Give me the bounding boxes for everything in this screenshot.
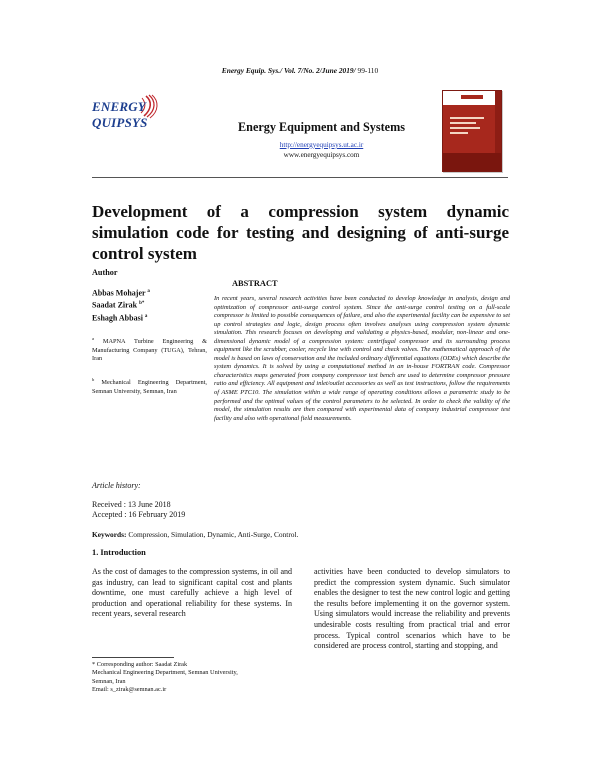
author-list	[92, 287, 150, 324]
received-date: Received : 13 June 2018	[92, 500, 171, 509]
intro-right-column: activities have been conducted to develop simulators to predict the compression system dynamic. Such simulator enables the designer to test the new control logic and getting the results before implementing it on the governor system. Using simulators would increase the reliability and prevents undesirable costs resulting from practical trial and error process. Typical control scenarios which have to be considered are process control, starting and stopping, and	[314, 567, 510, 651]
journal-cover-image	[442, 90, 502, 172]
cover-top-band	[443, 91, 501, 105]
logo-text-quipsys: QUIPSYS	[92, 115, 148, 130]
author-heading: Author	[92, 268, 118, 277]
journal-citation: Energy Equip. Sys./ Vol. 7/No. 2/June 2019/	[221, 66, 356, 75]
author-3: Eshagh Abbasi $^a$	[92, 313, 148, 323]
logo-text-energy: ENERGY	[92, 99, 146, 114]
article-history-heading: Article history:	[92, 481, 141, 490]
journal-website: www.energyequipsys.com	[283, 151, 360, 159]
page-range: 99-110	[357, 66, 379, 75]
section-heading-introduction: 1. Introduction	[92, 548, 146, 557]
author-2: Saadat Zirak $^{b*}$	[92, 300, 145, 310]
journal-logo	[92, 92, 210, 130]
journal-url-link[interactable]: http://energyequipsys.ut.ac.ir	[279, 141, 364, 149]
affiliation-b: $^b$ Mechanical Engineering Department, Semnan University, Semnan, Iran	[92, 377, 208, 395]
keywords-label: Keywords:	[92, 530, 127, 539]
journal-name: Energy Equipment and Systems	[238, 120, 405, 134]
header-divider	[92, 177, 508, 178]
intro-left-column: As the cost of damages to the compression systems, in oil and gas industry, can lead to significant capital cost and plants downtime, one must carefully achieve a high level of production and operational reliability for these systems. In recent years, several research	[92, 567, 292, 619]
author-1: Abbas Mohajer $^a$	[92, 288, 150, 298]
journal-reference	[0, 66, 600, 75]
cover-title-lines	[450, 117, 490, 137]
keywords-list: Compression, Simulation, Dynamic, Anti-Surge, Control.	[128, 530, 299, 539]
keywords	[92, 530, 298, 539]
author-email: Email: s_zirak@semnan.ac.ir	[92, 686, 167, 694]
abstract-text: In recent years, several research activities have been conducted to develop knowledge in analysis, design and optimization of compressor anti-surge control system. Since the anti-surge control testing on a full-scale compressor is limited to possible consequences of failure, and also the experimental facility can be expensive to set up control strategies and logic, design process often involves analyses using compression system dynamic simulation. This research focuses on developing and validating a physics-based, modular, non-linear and one-dimensional dynamic model of a compression system: centrifugal compressor and its surrounding process equipment like the scrubber, cooler, recycle line with control and check valves. The mathematical approach of the model is based on laws of conservation and the included ordinary differential equations (ODEs) which describe the system dynamics. It is solved by using a computational method in an in-house FORTRAN code. Compressor characteristics maps generated from company compressor test bench are used to determine compressor pressure ratio and efficiency. All equipment and inlet/outlet accessories as well as test instructions, follow the requirements of ASME PTC10. The simulation within a wide range of operating conditions allows a parametric study to be performed and the optimal values of the control parameters to be selected. In order to check the validity of the model, the simulation results are then compared with experimental data of company industrial compressor test facility and also with operational field measurements.	[214, 295, 510, 422]
cover-bottom-band	[443, 153, 501, 171]
corresponding-author-footnote: * Corresponding author: Saadat Zirak Mechanical Engineering Department, Semnan University, Semnan, Iran Email: s_zirak@semnan.ac.ir	[92, 661, 292, 695]
accepted-date: Accepted : 16 February 2019	[92, 510, 186, 520]
affiliation-a: $^a$ MAPNA Turbine Engineering & Manufacturing Company (TUGA), Tehran, Iran	[92, 336, 208, 362]
footnote-divider	[92, 657, 174, 658]
article-history	[92, 500, 185, 520]
abstract-heading: ABSTRACT	[232, 279, 278, 288]
paper-title: Development of a compression system dynamic simulation code for testing and designing of anti-surge control system	[92, 202, 509, 263]
